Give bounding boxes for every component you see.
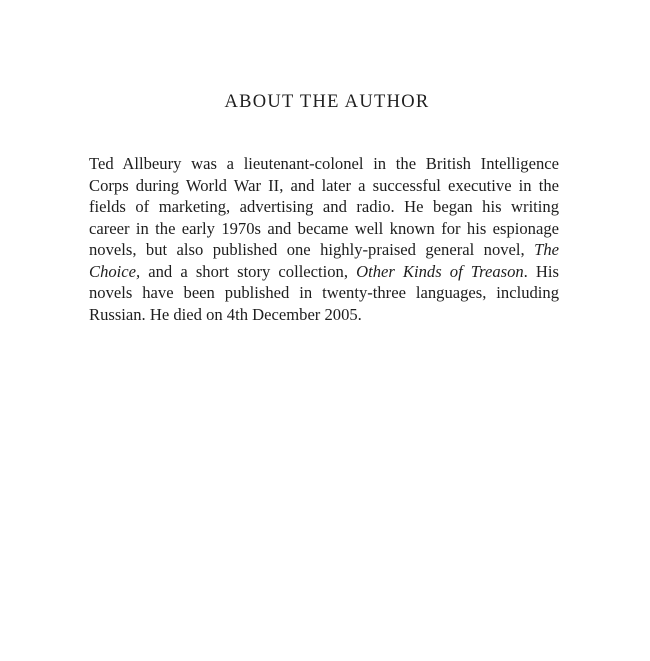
page-title: ABOUT THE AUTHOR [224,92,430,112]
novel-title-the-choice-part1: The [534,240,559,259]
bio-line-5 [89,239,559,261]
bio-line-6-end: . His [523,261,559,281]
bio-line-2: Corps during World War II, and later a successful executive in the [89,175,559,195]
bio-line-1: Ted Allbeury was a lieutenant-colonel in the British Intelligence [89,154,559,173]
bio-line-4: career in the early 1970s and became well known for his espionage [89,218,559,238]
collection-title-other-kinds-of-treason: Other Kinds of Treason [356,261,524,281]
author-bio [89,153,559,325]
bio-line-6 [89,261,559,283]
bio-line-6-text: and a short story collection, [140,261,357,281]
novel-title-the-choice-part2: Choice, [89,261,141,281]
bio-line-3: fields of marketing, advertising and radio. He began his writing [89,197,559,216]
bio-line-8: Russian. He died on 4th December 2005. [89,304,362,324]
bio-line-5-text: novels, but also published one highly-praised general novel, [89,240,535,259]
bio-line-7: novels have been published in twenty-three languages, including [89,283,559,302]
